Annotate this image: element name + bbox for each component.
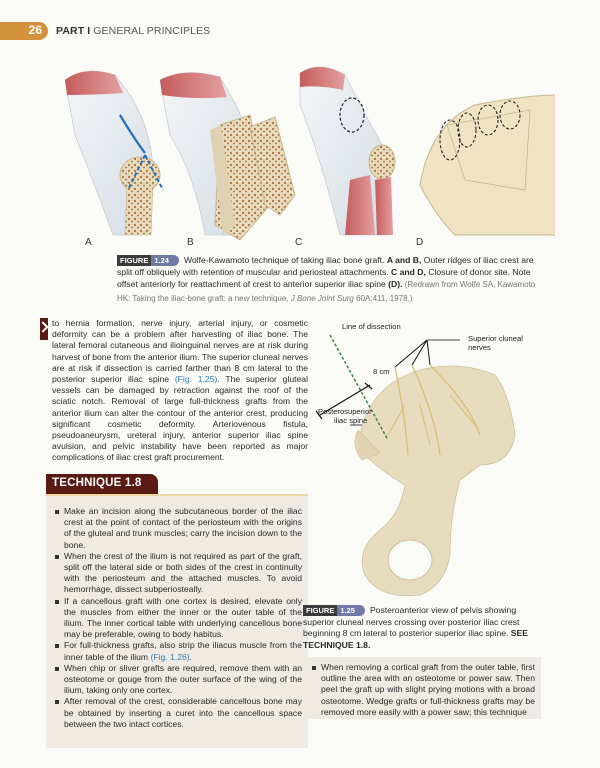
label-superior-cluneal: Superior cluneal [468,334,523,343]
fig-1-25-link[interactable]: (Fig. 1.25) [174,374,218,385]
page-number: 26 [28,23,42,37]
figure-1-24-caption: FIGURE 1.24 Wolfe-Kawamoto technique of taking iliac bone graft. A and B, Outer ridges of iliac crest are split off obliquely with retention of muscular and periosteal attachments. C and D, Closure of donor site. Note offset anteriorly for reattachment of crest to anterior superior iliac spine (D). (Redrawn from Wolfe SA, Kawamoto HK: Taking the iliac-bone graft: a new technique, J Bone Joint Surg 60A:411, 1978.) [117,255,536,303]
label-nerves: nerves [468,343,491,352]
figure-credit: (Redrawn from Wolfe SA, Kawamoto HK: Taking the iliac-bone graft: a new technique, J Bone Joint Surg 60A:411, 1978.) [117,280,536,303]
figure-badge: FIGURE 1.25 [303,605,365,616]
technique-steps-box [46,494,308,748]
technique-step: If a cancellous graft with one cortex is desired, elevate only the muscles from either the inner or the outer table of the ilium. The inner cortical table with underlying cancellous bone may be preferable, owing to body habitus. [54,596,302,641]
panel-label-a: A [85,237,92,248]
panel-label-c: C [295,237,303,248]
technique-step: Make an incision along the subcutaneous border of the iliac crest at the point of contact of the periosteum with the origins of the gluteal and trunk muscles; carry the incision down to the bone. [54,506,302,551]
label-8cm: 8 cm [373,367,390,376]
part-label: PART I [56,25,91,37]
figure-1-25-illustration [310,315,540,605]
figure-1-24-illustration [55,55,555,250]
continued-chevron-icon [40,318,48,340]
technique-step: When the crest of the ilium is not required as part of the graft, split off the lateral side or both sides of the crest in continuity with the periosteum and the attached muscles. To avoid hemorrhage, dissect subperiosteally. [54,551,302,596]
body-paragraph: to hernia formation, nerve injury, arterial injury, or cosmetic deformity can be a problem after harvesting of iliac bone. The lateral femoral cutaneous and ilioinguinal nerves are at risk during harvest of bone from the anterior ilium. The superior cluneal nerves are at risk if dissection is carried farther than 8 cm lateral to the posterior superior iliac spine (Fig. 1.25). The superior gluteal vessels can be damaged by retraction against the roof of the sciatic notch. Removal of large full-thickness grafts from the anterior ilium can alter the contour of the anterior crest, producing significant cosmetic deformity. Arteriovenous fistula, pseudoaneurysm, ureteral injury, anterior superior iliac spine avulsion, and pelvic instability have been reported as major complications of iliac crest graft procurement. [52,318,308,463]
see-technique-ref: SEE TECHNIQUE 1.8. [303,628,528,650]
label-line-of-dissection: Line of dissection [342,322,401,331]
panel-label-d: D [416,237,424,248]
figure-badge: FIGURE 1.24 [117,254,179,265]
technique-header: TECHNIQUE 1.8 [46,474,158,494]
fig-1-26-link[interactable]: (Fig. 1.26) [150,651,190,662]
section-title: GENERAL PRINCIPLES [93,25,211,37]
label-iliac-spine: iliac spine [334,416,368,425]
technique-step: When chip or sliver grafts are required, remove them with an osteotome or gouge from the outer surface of the wing of the ilium, taking only one cortex. [54,663,302,697]
technique-step: When removing a cortical graft from the outer table, first outline the area with an osteotome or power saw. Then peel the graft up with slight prying motions with a broad osteotome. Wedge grafts or full-thickness grafts may be removed more easily with a power saw; this technique [311,662,535,718]
figure-1-25-caption: FIGURE 1.25 Posteroanterior view of pelvis showing superior cluneal nerves crossing over posterior iliac crest beginning 8 cm lateral to posterior superior iliac spine. SEE TECHNIQUE 1.8. [303,605,528,650]
technique-continued-box [303,657,541,719]
pelvis-illustration [310,315,540,605]
iliac-graft-illustration [55,55,555,250]
panel-label-b: B [187,237,194,248]
technique-step: For full-thickness grafts, also strip the iliacus muscle from the inner table of the ilium (Fig. 1.26). [54,640,302,662]
page-number-tab [0,22,48,40]
technique-steps-list [54,506,302,730]
label-posterosuperior: Posterosuperior [318,407,372,416]
technique-step: After removal of the crest, considerable cancellous bone may be obtained by inserting a curet into the cancellous space between the two intact cortices. [54,696,302,730]
running-head [56,25,210,37]
